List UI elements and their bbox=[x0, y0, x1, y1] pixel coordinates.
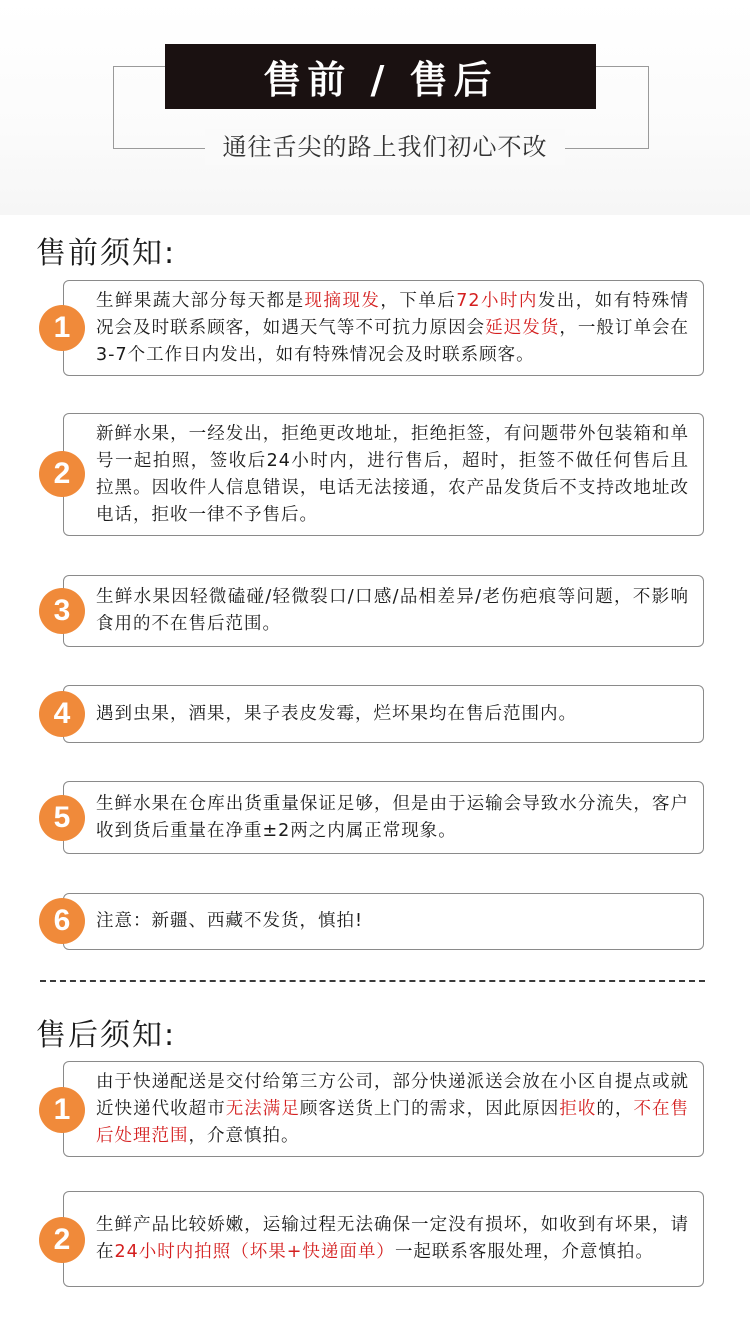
highlight-text: 现摘现发 bbox=[304, 290, 381, 311]
aftersale-card bbox=[63, 1061, 704, 1157]
body-text: 生鲜水果因轻微磕碰/轻微裂口/口感/品相差异/老伤疤痕等问题，不影响食用的不在售后范围。 bbox=[96, 587, 689, 634]
presale-card bbox=[63, 781, 704, 854]
body-text: 一起联系客服处理，介意慎拍。 bbox=[394, 1242, 654, 1262]
number-badge: 1 bbox=[39, 1087, 85, 1133]
body-text: 生鲜水果在仓库出货重量保证足够，但是由于运输会导致水分流失，客户收到货后重量在净重±2两之内属正常现象。 bbox=[96, 793, 689, 841]
presale-card bbox=[63, 413, 704, 536]
aftersale-heading: 售后须知: bbox=[36, 1018, 177, 1053]
body-text: 的， bbox=[596, 1098, 634, 1119]
page-title: 售前 / 售后 bbox=[165, 44, 596, 109]
number-badge: 3 bbox=[39, 588, 85, 634]
body-text: 生鲜产品比较娇嫩，运输过程无法确保一定没有损坏，如收到有坏果，请在 bbox=[96, 1215, 689, 1262]
body-text: 新鲜水果，一经发出，拒绝更改地址，拒绝拒签，有问题带外包装箱和单号一起拍照，签收后24小时内，进行售后，超时，拒签不做任何售后且拉黑。因收件人信息错误，电话无法接通，农产品发货后不支持改地址改电话，拒收一律不予售后。 bbox=[96, 423, 689, 525]
number-badge: 2 bbox=[39, 1217, 85, 1263]
header-frame-top-left bbox=[113, 66, 165, 67]
body-text: 发出，如有特殊情况会及时联系顾客，如遇天气等不可抗力原因会 bbox=[96, 290, 690, 338]
card-text bbox=[96, 1069, 689, 1150]
presale-card bbox=[63, 575, 704, 647]
number-badge: 4 bbox=[39, 691, 85, 737]
body-text: ，一般订单会在3-7个工作日内发出，如有特殊情况会及时联系顾客。 bbox=[96, 317, 690, 365]
body-text: ，介意慎拍。 bbox=[188, 1125, 300, 1146]
number-badge: 5 bbox=[39, 795, 85, 841]
highlight-text: 拒收 bbox=[559, 1098, 597, 1119]
body-text: 注意：新疆、西藏不发货，慎拍! bbox=[96, 911, 364, 931]
body-text: 顾客送货上门的需求，因此原因 bbox=[299, 1098, 560, 1119]
presale-card bbox=[63, 685, 704, 743]
section-divider bbox=[40, 980, 705, 982]
presale-heading: 售前须知: bbox=[36, 236, 177, 271]
highlight-text: 不在售后处理范围 bbox=[96, 1098, 690, 1146]
card-text bbox=[96, 288, 689, 369]
body-text: ，下单后 bbox=[380, 290, 457, 311]
presale-card bbox=[63, 280, 704, 376]
card-text bbox=[96, 1212, 689, 1266]
number-badge: 1 bbox=[39, 305, 85, 351]
body-text: 遇到虫果，酒果，果子表皮发霉，烂坏果均在售后范围内。 bbox=[96, 703, 577, 724]
highlight-text: 72小时内 bbox=[456, 290, 538, 311]
card-text bbox=[96, 908, 363, 935]
card-text bbox=[96, 791, 689, 845]
number-badge: 6 bbox=[39, 898, 85, 944]
body-text: 生鲜果蔬大部分每天都是 bbox=[96, 290, 305, 311]
aftersale-card bbox=[63, 1191, 704, 1287]
highlight-text: 延迟发货 bbox=[485, 317, 560, 338]
card-text bbox=[96, 701, 577, 728]
highlight-text: 无法满足 bbox=[225, 1098, 300, 1119]
body-text: 由于快递配送是交付给第三方公司，部分快递派送会放在小区自提点或就近快递代收超市 bbox=[96, 1071, 689, 1119]
page-subtitle: 通往舌尖的路上我们初心不改 bbox=[205, 129, 565, 165]
header-frame-top-right bbox=[596, 66, 648, 67]
highlight-text: 24小时内拍照（坏果+快递面单） bbox=[114, 1242, 395, 1262]
card-text bbox=[96, 584, 689, 638]
presale-card bbox=[63, 893, 704, 950]
number-badge: 2 bbox=[39, 451, 85, 497]
card-text bbox=[96, 421, 689, 529]
